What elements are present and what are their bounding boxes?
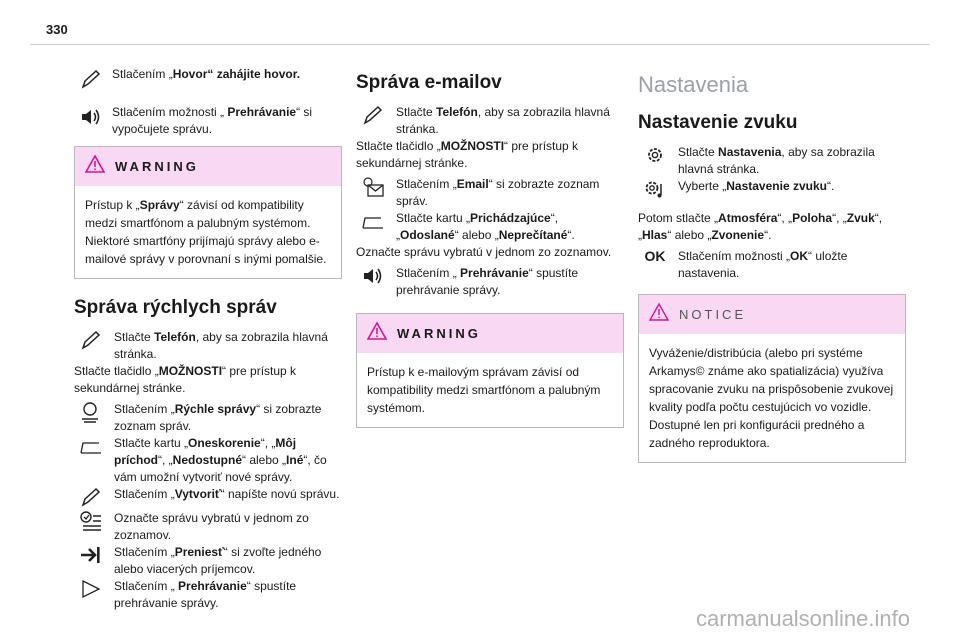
text: “. (826, 179, 835, 193)
pen-icon (356, 104, 390, 128)
text: Stlačením „ (114, 487, 175, 501)
paragraph (74, 363, 342, 397)
text: “ pre prístup k sekundárnej stránke. (356, 139, 579, 170)
text: “ spustíte prehrávanie správy. (114, 579, 297, 610)
text-bold: Nastavenie zvuku (726, 179, 827, 193)
text-bold: Zvuk (846, 211, 875, 225)
text: “ závisí od kompatibility medzi smartfónom a palubným systémom. Niektoré smartfóny prijímajú správy alebo e-mailové správy v porovnaní s inými pomalšie. (85, 198, 327, 266)
tab-icon (74, 435, 108, 459)
step (638, 178, 906, 202)
section-heading: Správa rýchlych správ (74, 297, 277, 318)
text-bold: Prichádzajúce (470, 211, 551, 225)
text: Stlačte kartu „ (114, 436, 189, 450)
text-bold: Atmosféra (718, 211, 778, 225)
text: Stlačte (396, 105, 437, 119)
step (356, 265, 624, 299)
text: “. (567, 228, 575, 242)
step (74, 510, 342, 544)
play-icon (74, 578, 108, 602)
step (638, 248, 906, 282)
warning-header (357, 314, 623, 353)
text: Stlačením „ (396, 177, 457, 191)
text-bold: Oneskorenie (188, 436, 261, 450)
warning-triangle-icon (367, 322, 387, 345)
text: Prístup k „ (85, 198, 140, 212)
warning-triangle-icon (85, 155, 105, 178)
warning-box (356, 313, 624, 428)
text: “ si zvoľte jedného alebo viacerých príjemcov. (114, 545, 322, 576)
text: “, „ (396, 211, 559, 242)
list-select-icon (74, 510, 108, 534)
text: Stlačením „ (396, 266, 461, 280)
gear-icon (638, 144, 672, 168)
text-bold: MOŽNOSTI (158, 364, 223, 378)
warning-label: WARNING (397, 326, 481, 341)
text-bold: Preniesť (174, 545, 224, 559)
text: “, čo vám umožní vytvoriť nové správy. (114, 453, 327, 484)
step (74, 578, 342, 612)
text: Stlačte (114, 330, 155, 344)
text: Stlačte (678, 145, 719, 159)
text-bold: Zvonenie (711, 228, 765, 242)
notice-triangle-icon (649, 303, 669, 326)
chapter-title: Nastavenia (638, 72, 749, 97)
warning-label: WARNING (115, 159, 199, 174)
text: Vyberte „ (678, 179, 727, 193)
text: “ pre prístup k sekundárnej stránke. (74, 364, 297, 395)
pen-icon (74, 486, 108, 510)
text-bold: Prehrávanie (227, 105, 297, 119)
speaker-icon (356, 265, 390, 289)
text-bold: Prehrávanie (178, 579, 247, 593)
text: “ napíšte novú správu. (220, 487, 340, 501)
text-bold: Hovor“ zahájite hovor. (172, 67, 301, 81)
warning-body (75, 186, 341, 278)
text-bold: Telefón (154, 330, 196, 344)
text: “, „ (260, 436, 276, 450)
text: “ alebo „ (667, 228, 712, 242)
text: Stlačením „ (114, 545, 175, 559)
pen-icon (74, 329, 108, 353)
text: “ si zobrazte zoznam správ. (396, 177, 600, 208)
step (356, 176, 624, 210)
text: “, „ (638, 211, 883, 242)
watermark: carmanualsonline.info (695, 606, 910, 631)
text-bold: Email (456, 177, 489, 191)
text: Označte správu vybratú v jednom zo zoznamov. (114, 511, 309, 542)
text-bold: Vytvoriť (174, 487, 221, 501)
text-bold: Správy (139, 198, 180, 212)
warning-header (75, 147, 341, 186)
paragraph (638, 210, 906, 244)
top-rule (30, 44, 930, 45)
page-number: 330 (46, 22, 68, 37)
text-bold: Nastavenia (718, 145, 782, 159)
section-heading: Nastavenie zvuku (638, 112, 798, 133)
step (74, 401, 342, 435)
text-bold: Odoslané (400, 228, 455, 242)
text: “. (764, 228, 772, 242)
text-bold: Môj príchod (114, 436, 297, 467)
text: Stlačením „ (112, 67, 173, 81)
text: “ si vypočujete správu. (112, 105, 313, 136)
paragraph: Označte správu vybratú v jednom zo zoznamov. (356, 245, 612, 259)
text-bold: OK (790, 249, 809, 263)
text: “, „ (832, 211, 847, 225)
text-bold: Neprečítané (498, 228, 568, 242)
text: Potom stlačte „ (638, 211, 719, 225)
text: Stlačením možnosti „ (112, 105, 228, 119)
text: , aby sa zobrazila hlavná stránka. (678, 145, 875, 176)
text-bold: Rýchle správy (174, 402, 257, 416)
text: “, „ (777, 211, 793, 225)
paragraph (356, 138, 624, 172)
text-bold: Nedostupné (172, 453, 243, 467)
column-3 (638, 66, 906, 467)
tab-icon (356, 210, 390, 234)
speaker-icon (74, 104, 108, 134)
step (74, 329, 342, 363)
text-bold: Iné (286, 453, 304, 467)
text: Stlačte kartu „ (396, 211, 471, 225)
text: “ spustíte prehrávanie správy. (396, 266, 579, 297)
text: , aby sa zobrazila hlavná stránka. (114, 330, 328, 361)
step-play (74, 104, 342, 138)
step-call (74, 66, 342, 96)
notice-label: NOTICE (679, 307, 747, 322)
text-bold: Poloha (792, 211, 833, 225)
text: “ alebo „ (454, 228, 499, 242)
warning-box (74, 146, 342, 279)
pen-icon (74, 66, 108, 96)
text: Stlačte tlačidlo „ (74, 364, 159, 378)
text: “ alebo „ (242, 453, 287, 467)
text: Stlačením „ (114, 402, 175, 416)
notice-header (639, 295, 905, 334)
column-2 (356, 66, 624, 432)
email-icon (356, 176, 390, 200)
text: Stlačením „ (114, 579, 179, 593)
text: “, „ (158, 453, 173, 467)
text-bold: Hlas (642, 228, 668, 242)
section-heading: Správa e-mailov (356, 72, 502, 93)
warning-body: Prístup k e-mailovým správam závisí od kompatibility medzi smartfónom a palubným systémom. (367, 365, 601, 415)
step (74, 435, 342, 486)
column-1 (74, 66, 342, 612)
text-bold: MOŽNOSTI (440, 139, 505, 153)
ok-icon (638, 248, 672, 272)
text: Stlačte tlačidlo „ (356, 139, 441, 153)
text: “ uložte nastavenia. (678, 249, 848, 280)
notice-body: Vyváženie/distribúcia (alebo pri systéme Arkamys© známe ako spatializácia) využíva spracovanie zvuku na prispôsobenie zvukovej kvality podľa počtu cestujúcich vo vozidle. Dostupné len pri konfigurácii predného a zadného reproduktora. (649, 346, 894, 450)
text-bold: Telefón (436, 105, 478, 119)
text: , aby sa zobrazila hlavná stránka. (396, 105, 610, 136)
notice-box (638, 294, 906, 463)
ok-label: OK (644, 248, 666, 264)
text: “ si zobrazte zoznam správ. (114, 402, 322, 433)
text: Stlačením možnosti „ (678, 249, 791, 263)
step (74, 486, 342, 510)
step (356, 210, 624, 244)
step (638, 144, 906, 178)
step (74, 544, 342, 578)
forward-arrow-icon (74, 544, 108, 568)
step (356, 104, 624, 138)
quick-message-icon (74, 401, 108, 425)
text-bold: Prehrávanie (460, 266, 529, 280)
sound-settings-icon (638, 178, 672, 202)
